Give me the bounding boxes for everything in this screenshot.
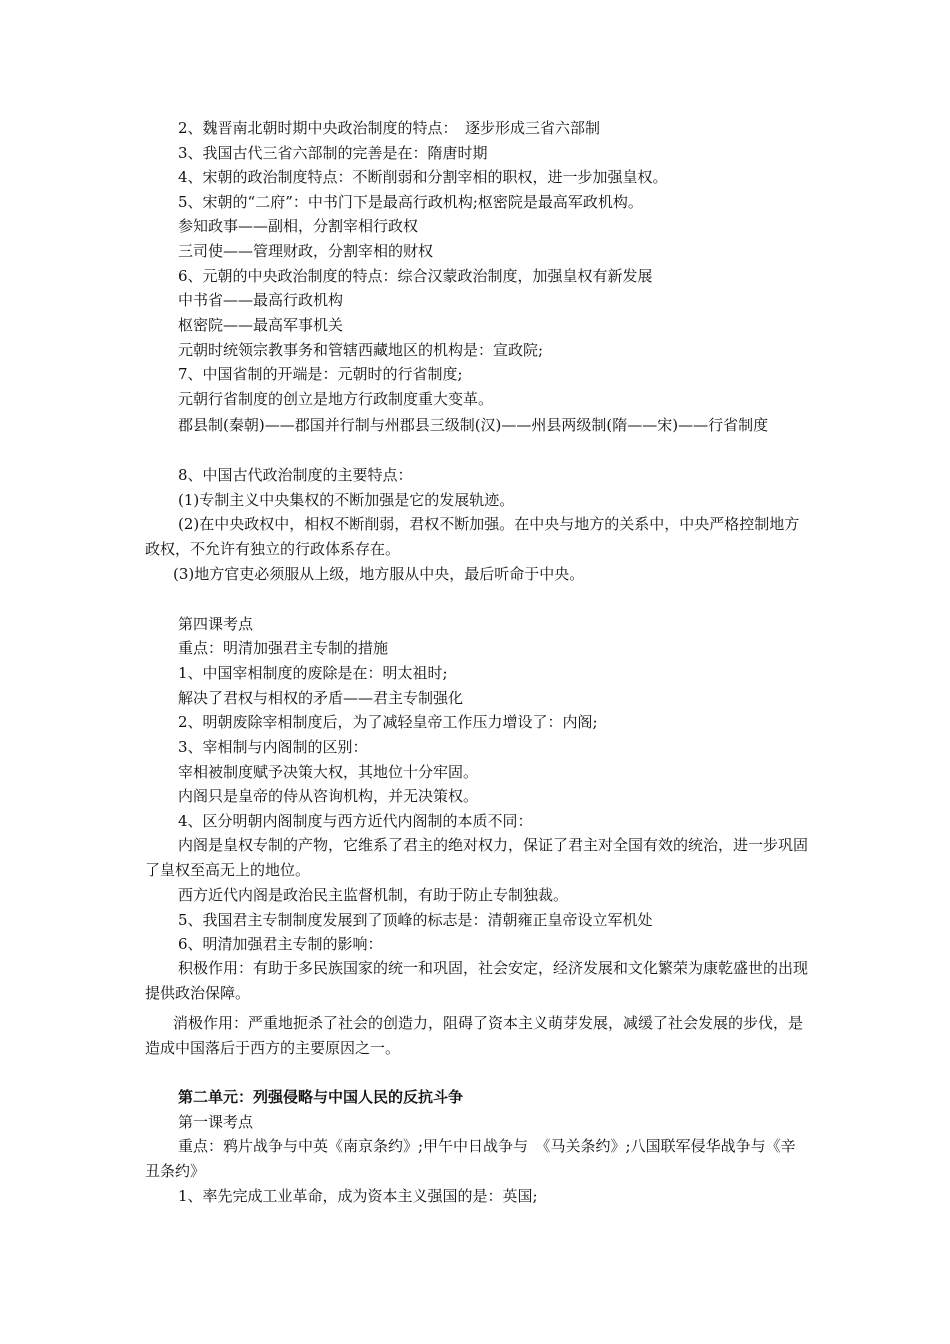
text-line: 2、魏晋南北朝时期中央政治制度的特点： 逐步形成三省六部制	[178, 119, 601, 137]
text-line: 内阁只是皇帝的侍从咨询机构，并无决策权。	[178, 787, 479, 805]
text-line: 解决了君权与相权的矛盾——君主专制强化	[178, 689, 464, 707]
text-line: 宰相被制度赋予决策大权，其地位十分牢固。	[178, 763, 479, 781]
text-line: 3、宰相制与内阁制的区别：	[178, 738, 368, 756]
text-paragraph: 重点：鸦片战争与中英《南京条约》;甲午中日战争与 《马关条约》;八国联军侵华战争与《辛丑条约》	[145, 1137, 796, 1180]
unit-heading: 第二单元：列强侵略与中国人民的反抗斗争	[178, 1088, 464, 1106]
section-heading: 第一课考点	[178, 1113, 254, 1131]
text-line: 三司使——管理财政，分割宰相的财权	[178, 242, 434, 260]
text-line: 1、率先完成工业革命，成为资本主义强国的是：英国;	[178, 1187, 538, 1205]
text-line: 5、我国君主专制制度发展到了顶峰的标志是：清朝雍正皇帝设立军机处	[178, 911, 653, 929]
text-line: 5、宋朝的“二府”：中书门下是最高行政机构;枢密院是最高军政机构。	[178, 193, 643, 211]
text-line: 4、区分明朝内阁制度与西方近代内阁制的本质不同：	[178, 812, 533, 830]
text-line: 4、宋朝的政治制度特点：不断削弱和分割宰相的职权，进一步加强皇权。	[178, 168, 668, 186]
text-line: (3)地方官吏必须服从上级，地方服从中央，最后听命于中央。	[173, 565, 585, 583]
text-paragraph: 内阁是皇权专制的产物，它维系了君主的绝对权力，保证了君主对全国有效的统治，进一步巩固了皇权至高无上的地位。	[145, 836, 809, 879]
text-line: 枢密院——最高军事机关	[178, 316, 344, 334]
text-paragraph: 郡县制(秦朝)——郡国并行制与州郡县三级制(汉)——州县两级制(隋——宋)——行省制度	[178, 416, 769, 434]
text-line: (1)专制主义中央集权的不断加强是它的发展轨迹。	[178, 491, 515, 509]
text-line: 2、明朝废除宰相制度后，为了减轻皇帝工作压力增设了：内阁;	[178, 713, 598, 731]
text-line: 1、中国宰相制度的废除是在：明太祖时;	[178, 664, 448, 682]
text-line: 6、明清加强君主专制的影响：	[178, 935, 383, 953]
text-line: 重点：明清加强君主专制的措施	[178, 639, 389, 657]
text-line: 西方近代内阁是政治民主监督机制，有助于防止专制独裁。	[178, 886, 569, 904]
text-line: 7、中国省制的开端是：元朝时的行省制度;	[178, 365, 463, 383]
text-paragraph: 消极作用：严重地扼杀了社会的创造力，阻碍了资本主义萌芽发展，减缓了社会发展的步伐，是造成中国落后于西方的主要原因之一。	[145, 1014, 804, 1057]
section-heading: 第四课考点	[178, 615, 254, 633]
text-line: 3、我国古代三省六部制的完善是在：隋唐时期	[178, 144, 488, 162]
text-line: 8、中国古代政治制度的主要特点：	[178, 466, 413, 484]
text-paragraph: 积极作用：有助于多民族国家的统一和巩固，社会安定，经济发展和文化繁荣为康乾盛世的出现提供政治保障。	[145, 959, 809, 1002]
text-paragraph: (2)在中央政权中，相权不断削弱，君权不断加强。在中央与地方的关系中，中央严格控制地方政权，不允许有独立的行政体系存在。	[145, 515, 800, 558]
text-line: 中书省——最高行政机构	[178, 291, 344, 309]
text-line: 元朝时统领宗教事务和管辖西藏地区的机构是：宣政院;	[178, 341, 544, 359]
text-line: 6、元朝的中央政治制度的特点：综合汉蒙政治制度，加强皇权有新发展	[178, 267, 653, 285]
text-line: 元朝行省制度的创立是地方行政制度重大变革。	[178, 390, 494, 408]
text-line: 参知政事——副相，分割宰相行政权	[178, 217, 419, 235]
